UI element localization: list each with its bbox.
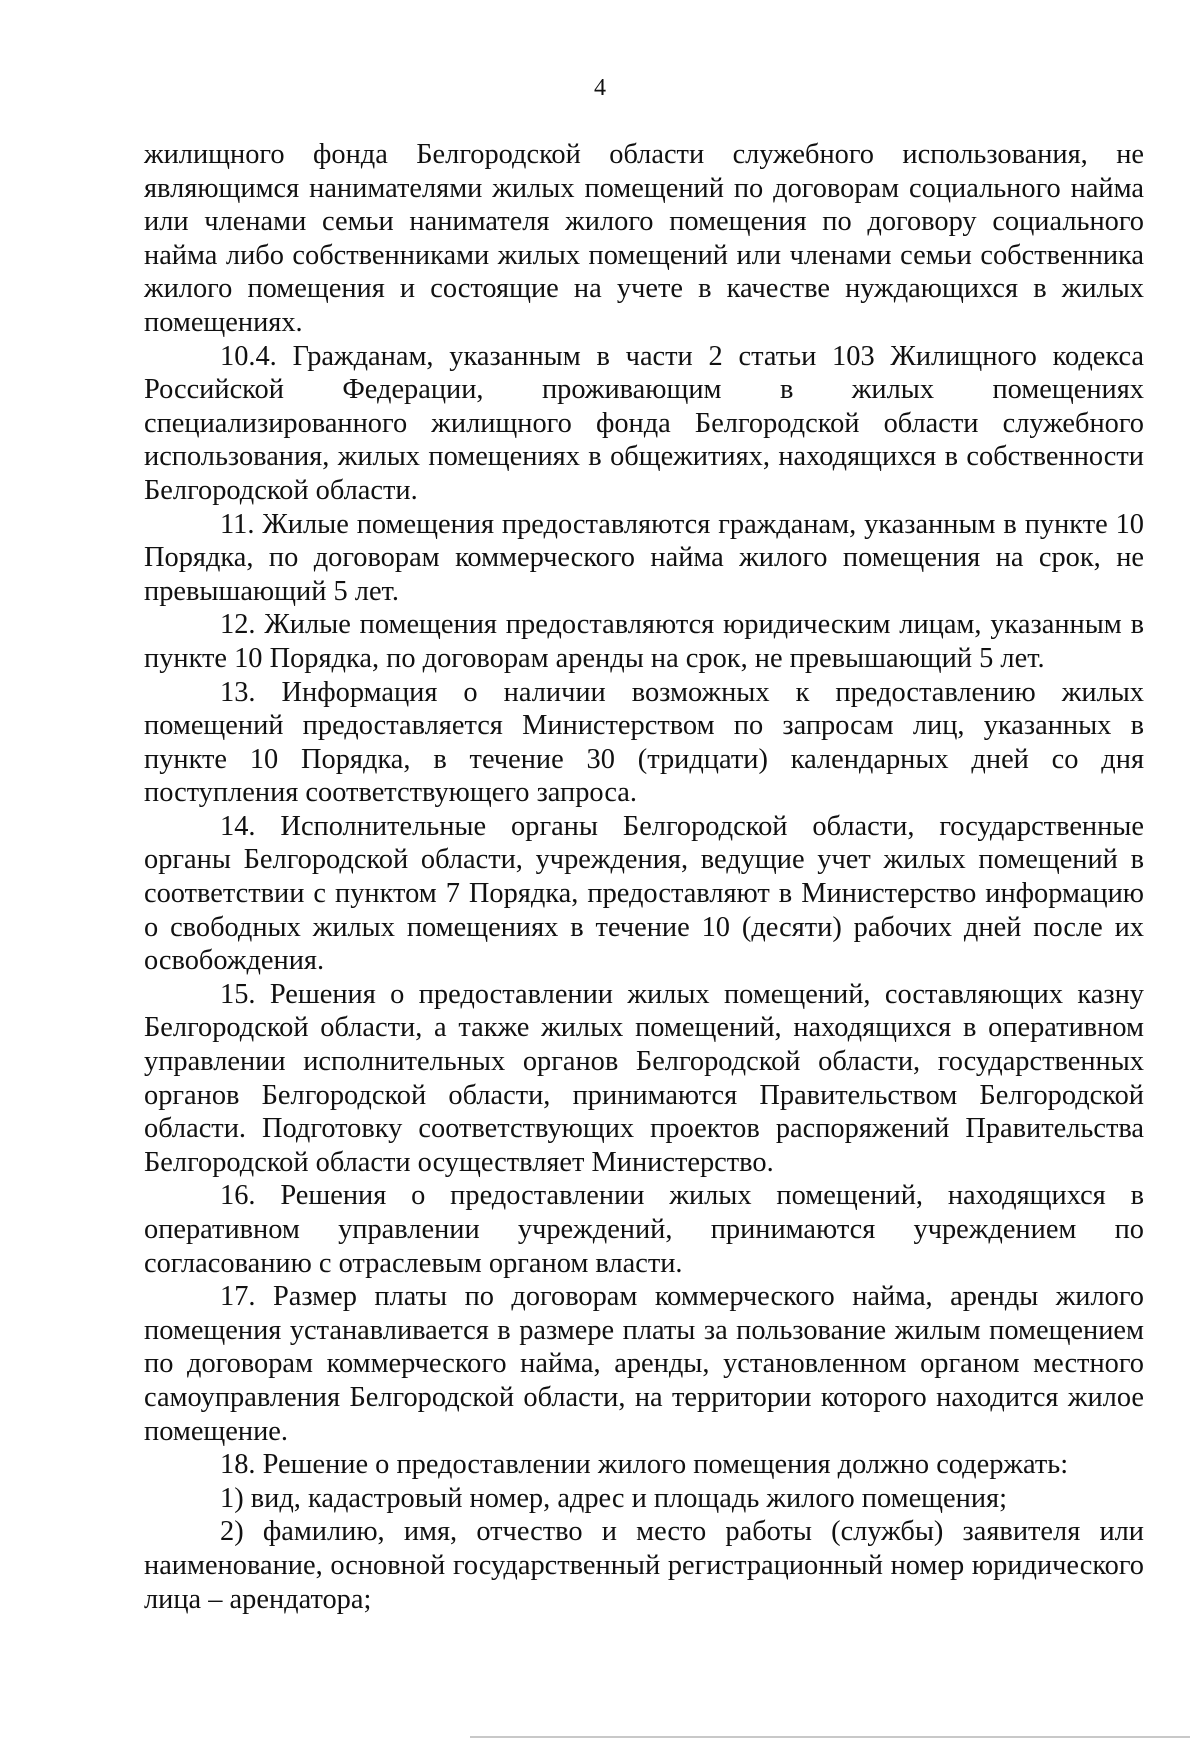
paragraph-18: 18. Решение о предоставлении жилого помещения должно содержать: xyxy=(220,1449,1069,1481)
paragraph-12: 12. Жилые помещения предоставляются юридическим лицам, указанным в пункте 10 Порядка, по договорам аренды на срок, не превышающий 5 лет. xyxy=(144,609,1144,674)
page-number: 4 xyxy=(594,75,606,101)
paragraph-11: 11. Жилые помещения предоставляются гражданам, указанным в пункте 10 Порядка, по договорам коммерческого найма жилого помещения на срок, не превышающий 5 лет. xyxy=(144,508,1144,607)
paragraph-14: 14. Исполнительные органы Белгородской области, государственные органы Белгородской области, учреждения, ведущие учет жилых помещений в соответствии с пунктом 7 Порядка, предоставляют в Министерство информацию о свободных жилых помещениях в течение 10 (десяти) рабочих дней после их освобождения. xyxy=(144,810,1144,977)
paragraph-16: 16. Решения о предоставлении жилых помещений, находящихся в оперативном управлении учреждений, принимаются учреждением по согласованию с отраслевым органом власти. xyxy=(144,1180,1144,1279)
paragraph-17: 17. Размер платы по договорам коммерческого найма, аренды жилого помещения устанавливается в размере платы за пользование жилым помещением по договорам коммерческого найма, аренды, установленном органом местного самоуправления Белгородской области, на территории которого находится жилое помещение. xyxy=(144,1281,1144,1447)
paragraph-13: 13. Информация о наличии возможных к предоставлению жилых помещений предоставляется Министерством по запросам лиц, указанных в пункте 10 Порядка, в течение 30 (тридцати) календарных дней со дня поступления соответствующего запроса. xyxy=(144,676,1144,809)
paragraph-10-4: 10.4. Гражданам, указанным в части 2 статьи 103 Жилищного кодекса Российской Федерации, проживающим в жилых помещениях специализированного жилищного фонда Белгородской области служебного использования, жилых помещениях в общежитиях, находящихся в собственности Белгородской области. xyxy=(144,340,1144,506)
scan-edge-line xyxy=(470,1736,1190,1738)
paragraph-15: 15. Решения о предоставлении жилых помещений, составляющих казну Белгородской области, а также жилых помещений, находящихся в оперативном управлении исполнительных органов Белгородской области, государственных органов Белгородской области, принимаются Правительством Белгородской области. Подготовку соответствующих проектов распоряжений Правительства Белгородской области осуществляет Министерство. xyxy=(144,978,1144,1178)
list-item-2: 2) фамилию, имя, отчество и место работы (службы) заявителя или наименование, основной государственный регистрационный номер юридического лица – арендатора; xyxy=(144,1516,1144,1615)
document-body xyxy=(144,138,1144,1616)
paragraph-continuation: жилищного фонда Белгородской области служебного использования, не являющимся нанимателями жилых помещений по договорам социального найма или членами семьи нанимателя жилого помещения по договору социального найма либо собственниками жилых помещений или членами семьи собственника жилого помещения и состоящие на учете в качестве нуждающихся в жилых помещениях. xyxy=(144,139,1144,338)
list-item-1: 1) вид, кадастровый номер, адрес и площадь жилого помещения; xyxy=(220,1482,1007,1514)
